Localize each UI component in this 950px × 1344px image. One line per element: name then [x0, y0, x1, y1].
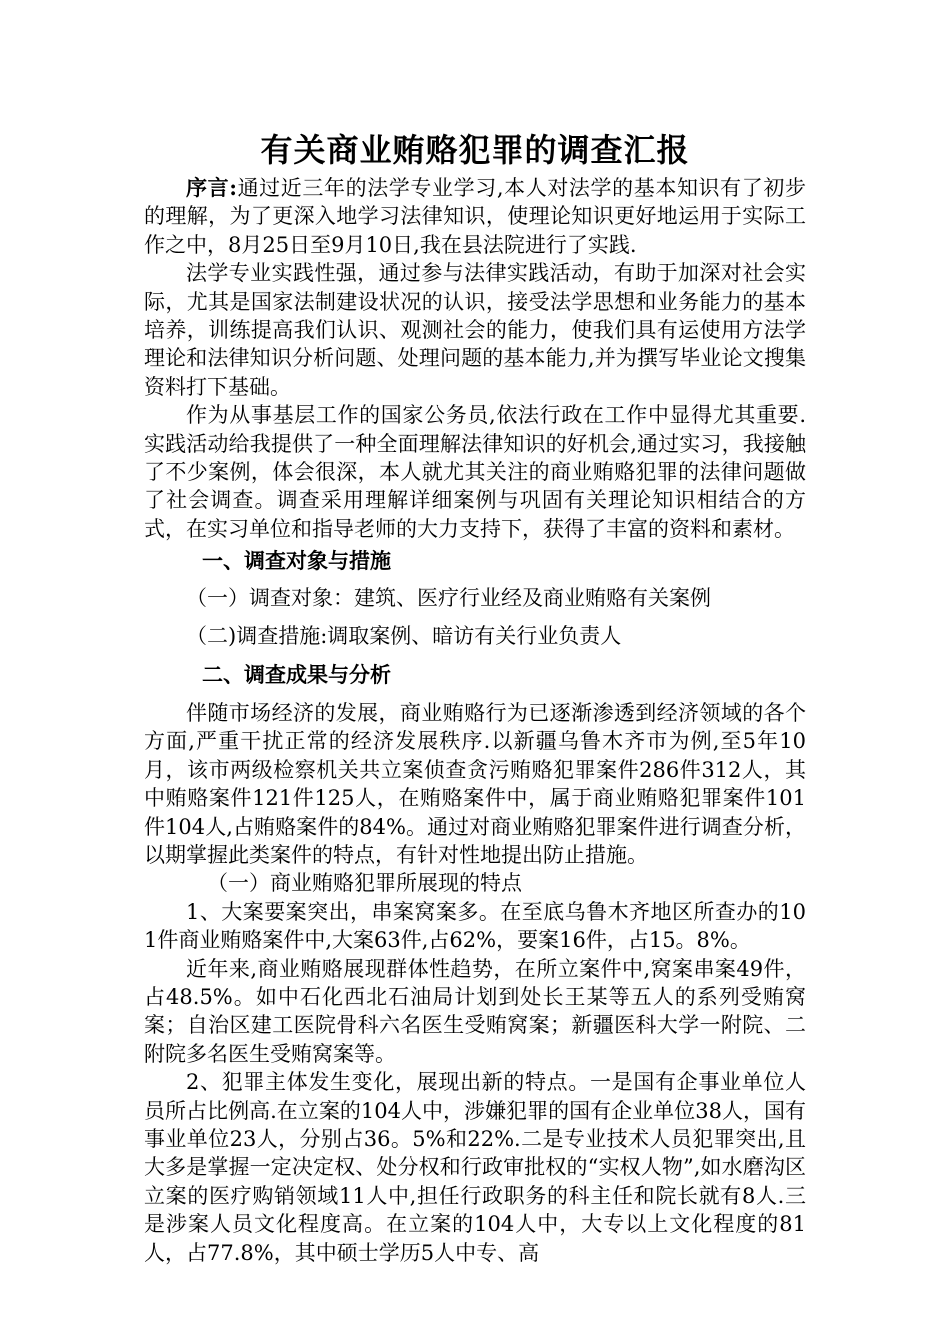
- paragraph-overview: 伴随市场经济的发展，商业贿赂行为已逐渐渗透到经济领域的各个方面,严重干扰正常的经济发展秩序.以新疆乌鲁木齐市为例,至5年10月，该市两级检察机关共立案侦查贪污贿赂犯罪案件286件312人，其中贿赂案件121件125人，在贿赂案件中，属于商业贿赂犯罪案件101件104人,占贿赂案件的84%。通过对商业贿赂犯罪案件进行调查分析，以期掌握此类案件的特点，有针对性地提出防止措施。: [144, 700, 806, 867]
- section1-item-methods: （二)调查措施:调取案例、暗访有关行业负责人: [186, 624, 622, 649]
- paragraph-practice: 法学专业实践性强，通过参与法律实践活动，有助于加深对社会实际，尤其是国家法制建设状况的认识，接受法学思想和业务能力的基本培养，训练提高我们认识、观测社会的能力，使我们具有运使用方法学理论和法律知识分析问题、处理问题的基本能力,并为撰写毕业论文搜集资料打下基础。: [144, 261, 806, 399]
- paragraph-purpose: 作为从事基层工作的国家公务员,依法行政在工作中显得尤其重要.实践活动给我提供了一种全面理解法律知识的好机会,通过实习，我接触了不少案例，体会很深，本人就尤其关注的商业贿赂犯罪的法律问题做了社会调查。调查采用理解详细案例与巩固有关理论知识相结合的方式，在实习单位和指导老师的大力支持下，获得了丰富的资料和素材。: [144, 403, 806, 541]
- preface-label: 序言:: [186, 175, 237, 200]
- paragraph-feature-1: 1、大案要案突出，串案窝案多。在至底乌鲁木齐地区所查办的101件商业贿赂案件中,大案63件,占62%，要案16件，占15。8%。: [144, 899, 806, 953]
- paragraph-group-cases: 近年来,商业贿赂展现群体性趋势，在所立案件中,窝案串案49件，占48.5%。如中石化西北石油局计划到处长王某等五人的系列受贿窝案；自治区建工医院骨科六名医生受贿窝案；新疆医科大学一附院、二附院多名医生受贿窝案等。: [144, 956, 806, 1066]
- section1-item-objects: （一）调查对象：建筑、医疗行业经及商业贿赂有关案例: [186, 585, 711, 610]
- preface-text: 通过近三年的法学专业学习,本人对法学的基本知识有了初步的理解，为了更深入地学习法律知识，使理论知识更好地运用于实际工作之中，8月25日至9月10日,我在县法院进行了实践.: [144, 176, 806, 257]
- preface-paragraph: [144, 174, 806, 259]
- paragraph-feature-2: 2、犯罪主体发生变化，展现出新的特点。一是国有企事业单位人员所占比例高.在立案的104人中，涉嫌犯罪的国有企业单位38人，国有事业单位23人，分别占36。5%和22%.二是专业技术人员犯罪突出,且大多是掌握一定决定权、处分权和行政审批权的“实权人物”,如水磨沟区立案的医疗购销领域11人中,担任行政职务的科主任和院长就有8人.三是涉案人员文化程度高。在立案的104人中，大专以上文化程度的81人，占77.8%，其中硕士学历5人中专、高: [144, 1070, 806, 1265]
- document-title: 有关商业贿赂犯罪的调查汇报: [260, 131, 690, 169]
- section2-item-features: （一）商业贿赂犯罪所展现的特点: [207, 871, 522, 896]
- section-heading-1: 一、调查对象与措施: [202, 548, 391, 574]
- section-heading-2: 二、调查成果与分析: [202, 661, 391, 687]
- document-body: [144, 128, 806, 1267]
